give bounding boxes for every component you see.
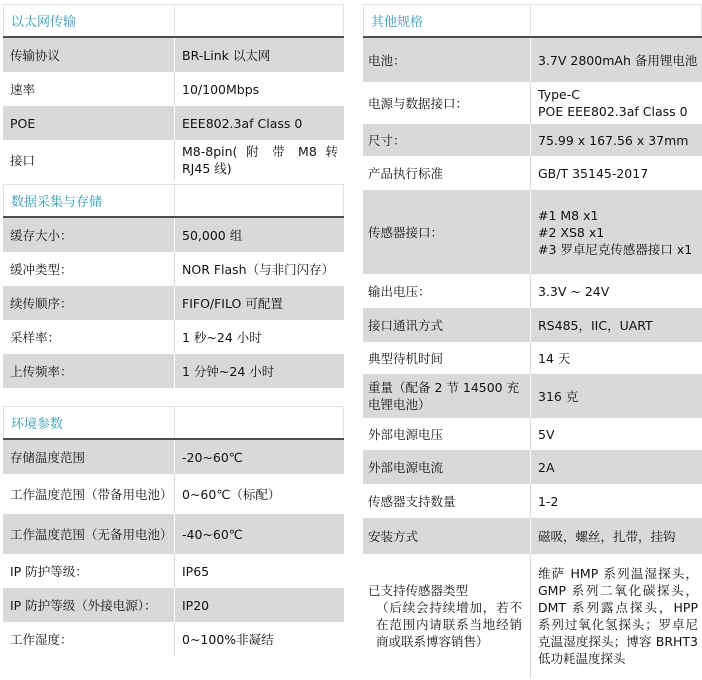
spec-value: 2A xyxy=(530,450,702,484)
spec-row-standard xyxy=(363,156,702,190)
spec-row-sensor-ports xyxy=(363,190,702,274)
spec-label: 外部电源电流 xyxy=(368,459,444,475)
spec-label: 典型待机时间 xyxy=(368,350,444,366)
spec-label: 传感器接口： xyxy=(368,224,444,240)
spec-label: 缓冲类型： xyxy=(10,261,73,277)
spec-row-supported-sensors xyxy=(363,554,702,678)
spec-label: POE xyxy=(10,115,36,131)
spec-value-line: Type-C xyxy=(538,87,580,102)
spec-value-line: #3 罗卓尼克传感器接口 x1 xyxy=(538,241,693,257)
other-specs-section-title: 其他规格 xyxy=(364,5,531,36)
spec-label: 尺寸： xyxy=(368,132,406,148)
spec-value: 维萨 HMP 系列温湿探头，GMP 系列二氧化碳探头，DMT 系列露点探头，HPP 系列过氧化氢探头；罗卓尼克温湿度探头；博容 BRHT3 低功耗温度探头 xyxy=(530,554,702,678)
spec-label: 安装方式 xyxy=(368,528,419,544)
spec-label: IP 防护等级（外接电源）： xyxy=(10,597,157,613)
spec-row-protocol xyxy=(3,38,344,72)
spec-value: 1 秒~24 小时 xyxy=(174,320,344,354)
spec-row-work-temp-battery xyxy=(3,474,344,514)
spec-value: 3.3V ~ 24V xyxy=(530,274,702,308)
spec-label: 存储温度范围 xyxy=(10,449,86,465)
spec-label: 电源与数据接口： xyxy=(368,95,469,111)
spec-row-upload-frequency xyxy=(3,354,344,388)
spec-label: 工作温度范围（带备用电池） xyxy=(10,486,173,502)
spec-value xyxy=(530,190,702,274)
left-spec-column xyxy=(3,4,344,656)
spec-row-ip-rating-external xyxy=(3,588,344,622)
spec-row-humidity xyxy=(3,622,344,656)
spec-value: 磁吸，螺丝，扎带，挂钩 xyxy=(530,518,702,554)
spec-value: NOR Flash（与非门闪存） xyxy=(174,252,344,286)
spec-row-interface xyxy=(3,140,344,180)
spec-label: 续传顺序： xyxy=(10,295,73,311)
spec-value: M8-8pin( 附 带 M8 转 RJ45 线) xyxy=(174,140,344,180)
spec-label: 缓存大小： xyxy=(10,227,73,243)
spec-row-mounting xyxy=(363,518,702,554)
spec-label: 重量（配备 2 节 14500 充电锂电池） xyxy=(368,380,520,412)
spec-label: 上传频率： xyxy=(10,363,73,379)
spec-label: 产品执行标准 xyxy=(368,165,444,181)
storage-section-title: 数据采集与存储 xyxy=(4,185,175,216)
spec-value-line: POE EEE802.3af Class 0 xyxy=(538,104,688,119)
spec-label xyxy=(363,554,530,678)
spec-value-line: #2 XS8 x1 xyxy=(538,224,605,240)
spec-row-sensor-count xyxy=(363,484,702,518)
spec-value: IP20 xyxy=(174,588,344,622)
spec-value: -40~60℃ xyxy=(174,514,344,554)
spec-row-buffer-type xyxy=(3,252,344,286)
spec-value: IP65 xyxy=(174,554,344,588)
spec-row-external-current xyxy=(363,450,702,484)
spec-row-standby-time xyxy=(363,342,702,374)
ethernet-section-title: 以太网传输 xyxy=(4,5,175,36)
spec-row-external-voltage xyxy=(363,418,702,450)
spec-value: BR-Link 以太网 xyxy=(174,38,344,72)
spec-label: 电池： xyxy=(368,52,406,68)
spec-row-cache-size xyxy=(3,218,344,252)
spec-label: 传输协议 xyxy=(10,47,61,63)
spec-label: 传感器支持数量 xyxy=(368,493,456,509)
spec-label: 接口 xyxy=(10,152,36,168)
spec-value: 0~60℃（标配） xyxy=(174,474,344,514)
spec-row-resume-order xyxy=(3,286,344,320)
spec-label-note: （后续会持续增加，若不在范围内请联系当地经销商或联系博容销售） xyxy=(376,600,522,649)
spec-value: FIFO/FILO 可配置 xyxy=(174,286,344,320)
spec-label: 速率 xyxy=(10,81,36,97)
spec-row-storage-temp xyxy=(3,440,344,474)
spec-row-weight xyxy=(363,374,702,418)
spec-row-ip-rating xyxy=(3,554,344,588)
spec-label: 工作湿度： xyxy=(10,631,73,647)
spec-row-battery xyxy=(363,38,702,82)
spec-label: 采样率： xyxy=(10,329,61,345)
spec-value: 10/100Mbps xyxy=(174,72,344,106)
spec-row-comm-interface xyxy=(363,308,702,342)
spec-row-work-temp-no-battery xyxy=(3,514,344,554)
spec-row-output-voltage xyxy=(363,274,702,308)
spec-value xyxy=(530,82,702,124)
spec-value: 1 分钟~24 小时 xyxy=(174,354,344,388)
spec-value: GB/T 35145-2017 xyxy=(530,156,702,190)
spec-label: 工作温度范围（无备用电池） xyxy=(10,526,173,542)
spec-value: 316 克 xyxy=(530,374,702,418)
spec-value: RS485，IIC，UART xyxy=(530,308,702,342)
environment-section-title: 环境参数 xyxy=(4,407,175,438)
storage-section-header xyxy=(3,184,344,216)
spec-row-poe xyxy=(3,106,344,140)
spec-value: 0~100%非凝结 xyxy=(174,622,344,656)
spec-label-main: 已支持传感器类型 xyxy=(368,583,469,598)
spec-value: EEE802.3af Class 0 xyxy=(174,106,344,140)
spec-value: 50,000 组 xyxy=(174,218,344,252)
spec-label: 接口通讯方式 xyxy=(368,317,444,333)
spec-value: 1-2 xyxy=(530,484,702,518)
spec-row-sample-rate xyxy=(3,320,344,354)
spec-value: 3.7V 2800mAh 备用锂电池 xyxy=(530,38,702,82)
spec-value: -20~60℃ xyxy=(174,440,344,474)
other-specs-section-header xyxy=(363,4,702,36)
right-spec-column xyxy=(363,4,702,678)
environment-section-header xyxy=(3,406,344,438)
spec-row-power-data-port xyxy=(363,82,702,124)
spec-value: 5V xyxy=(530,418,702,450)
spec-value: 75.99 x 167.56 x 37mm xyxy=(530,124,702,156)
spec-value-line: #1 M8 x1 xyxy=(538,207,599,223)
spec-label: IP 防护等级： xyxy=(10,563,88,579)
spec-label: 外部电源电压 xyxy=(368,426,444,442)
spec-label: 输出电压： xyxy=(368,283,431,299)
spec-row-speed xyxy=(3,72,344,106)
spec-value: 14 天 xyxy=(530,342,702,374)
ethernet-section-header xyxy=(3,4,344,36)
spec-row-dimensions xyxy=(363,124,702,156)
